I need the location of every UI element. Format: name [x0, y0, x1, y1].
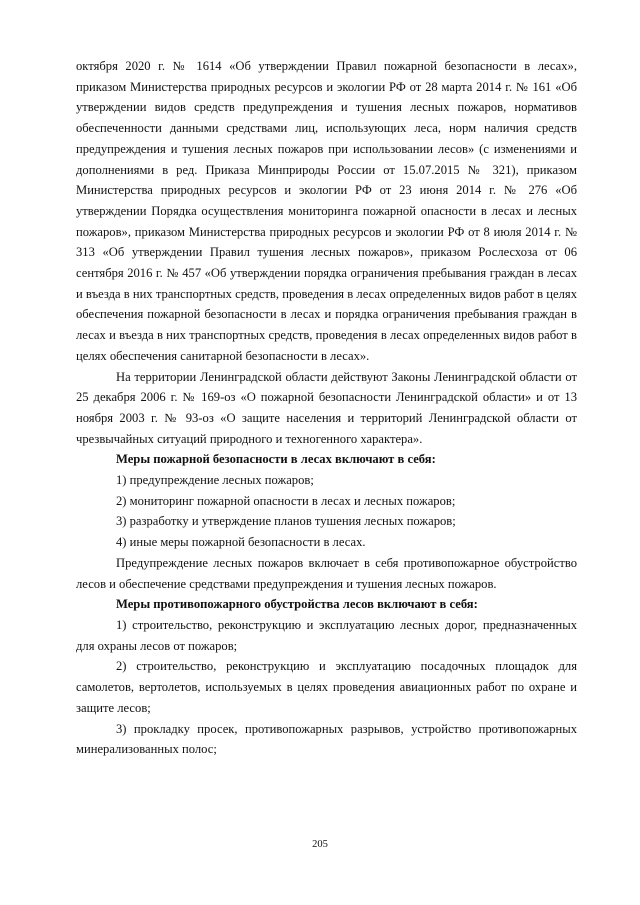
page-number: 205: [312, 839, 328, 850]
list-item-3: 3) разработку и утверждение планов тушения лесных пожаров;: [116, 514, 456, 529]
paragraph-regulations-list: октября 2020 г. № 1614 «Об утверждении Правил пожарной безопасности в лесах», приказом Министерства природных ресурсов и экологии РФ от 28 марта 2014 г. № 161 «Об утверждении видов средств предупреждения и тушения лесных пожаров, нормативов обеспеченности данными средствами лиц, использующих леса, норм наличия средств предупреждения и тушения лесных пожаров при использовании лесов» (с изменениями и дополнениями в ред. Приказа Минприроды России от 15.07.2015 № 321), приказом Министерства природных ресурсов и экологии РФ от 23 июня 2014 г. № 276 «Об утверждении Порядка осуществления мониторинга пожарной опасности в лесах и лесных пожаров», приказом Министерства природных ресурсов и экологии РФ от 8 июля 2014 г. № 313 «Об утверждении Правил тушения лесных пожаров», приказом Рослесхоза от 06 сентября 2016 г. № 457 «Об утверждении порядка ограничения пребывания граждан в лесах и въезда в них транспортных средств, проведения в лесах определенных видов работ в целях обеспечения пожарной безопасности в лесах и порядка ограничения пребывания граждан в лесах и въезда в них транспортных средств, проведения в лесах определенных видов работ в целях обеспечения санитарной безопасности в лесах».: [76, 59, 577, 363]
document-page: [76, 56, 577, 760]
paragraph-leningrad-laws: На территории Ленинградской области действуют Законы Ленинградской области от 25 декабря 2006 г. № 169-оз «О пожарной безопасности Ленинградской области» и от 13 ноября 2003 г. № 93-оз «О защите населения и территорий Ленинградской области от чрезвычайных ситуаций природного и техногенного характера».: [76, 369, 577, 446]
heading-fire-prevention-arrangement: Меры противопожарного обустройства лесов включают в себя:: [116, 597, 478, 612]
list-item-1: 1) предупреждение лесных пожаров;: [116, 473, 314, 488]
arrangement-item-3: 3) прокладку просек, противопожарных разрывов, устройство противопожарных минерализованных полос;: [76, 721, 577, 757]
arrangement-item-1: 1) строительство, реконструкцию и эксплуатацию лесных дорог, предназначенных для охраны лесов от пожаров;: [76, 617, 577, 653]
list-item-4: 4) иные меры пожарной безопасности в лесах.: [116, 535, 366, 550]
heading-fire-safety-measures: Меры пожарной безопасности в лесах включают в себя:: [116, 452, 436, 467]
paragraph-prevention: Предупреждение лесных пожаров включает в себя противопожарное обустройство лесов и обеспечение средствами предупреждения и тушения лесных пожаров.: [76, 555, 577, 591]
list-item-2: 2) мониторинг пожарной опасности в лесах и лесных пожаров;: [116, 493, 456, 508]
arrangement-item-2: 2) строительство, реконструкцию и эксплуатацию посадочных площадок для самолетов, вертолетов, используемых в целях проведения авиационных работ по охране и защите лесов;: [76, 659, 577, 715]
